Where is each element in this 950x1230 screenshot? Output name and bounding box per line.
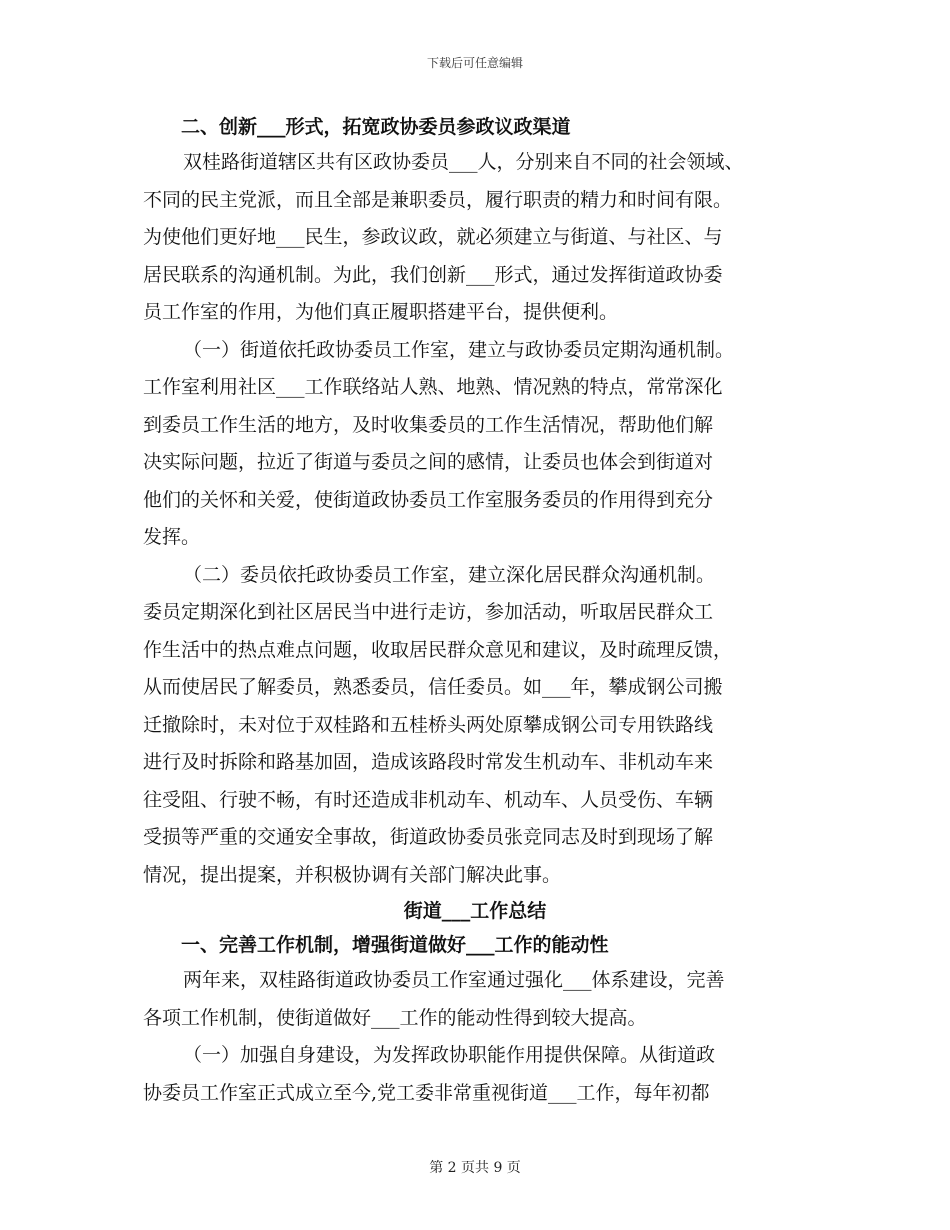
text-line: 发挥。 xyxy=(143,526,201,548)
text-line: 双桂路街道辖区共有区政协委员___人，分别来自不同的社会领域、 xyxy=(183,151,744,173)
text-line: 受损等严重的交通安全事故，街道政协委员张竞同志及时到现场了解 xyxy=(143,826,714,848)
text-line: 情况，提出提案，并积极协调有关部门解决此事。 xyxy=(143,863,562,886)
paragraph-intro xyxy=(143,144,807,332)
page-header: 下载后可任意编辑 xyxy=(426,56,523,70)
text-line: 到委员工作生活的地方，及时收集委员的工作生活情况，帮助他们解 xyxy=(143,413,714,436)
text-line: 两年来，双桂路街道政协委员工作室通过强化___体系建设，完善 xyxy=(183,969,725,991)
text-line: 委员定期深化到社区居民当中进行走访，参加活动，听取居民群众工 xyxy=(143,601,714,623)
text-line: （一）街道依托政协委员工作室，建立与政协委员定期沟通机制。 xyxy=(183,338,735,361)
paragraph-item-1 xyxy=(143,332,807,557)
document-title: 街道___工作总结 xyxy=(403,900,547,922)
text-line: 作生活中的热点难点问题，收取居民群众意见和建议，及时疏理反馈， xyxy=(143,638,733,661)
page-number: 第 2 页共 9 页 xyxy=(429,1160,521,1176)
text-line: 往受阻、行驶不畅，有时还造成非机动车、机动车、人员受伤、车辆 xyxy=(143,788,714,811)
text-line: 进行及时拆除和路基加固，造成该路段时常发生机动车、非机动车来 xyxy=(143,751,714,773)
paragraph-summary-item-1 xyxy=(143,1037,807,1112)
paragraph-item-2 xyxy=(143,557,807,895)
text-line: 迁撤除时，未对位于双桂路和五桂桥头两处原攀成钢公司专用铁路线 xyxy=(143,713,714,736)
text-line: 各项工作机制，使街道做好___工作的能动性得到较大提高。 xyxy=(143,1006,647,1029)
text-line: 决实际问题，拉近了街道与委员之间的感情，让委员也体会到街道对 xyxy=(143,451,714,473)
text-line: 协委员工作室正式成立至今,党工委非常重视街道___工作，每年初都 xyxy=(143,1081,710,1104)
text-line: （一）加强自身建设，为发挥政协职能作用提供保障。从街道政 xyxy=(183,1044,716,1066)
section-heading-mechanism: 一、完善工作机制，增强街道做好___工作的能动性 xyxy=(181,934,609,956)
text-line: 为使他们更好地___民生，参政议政，就必须建立与街道、与社区、与 xyxy=(143,226,723,248)
text-line: （二）委员依托政协委员工作室，建立深化居民群众沟通机制。 xyxy=(183,563,716,586)
text-line: 他们的关怀和关爱，使街道政协委员工作室服务委员的作用得到充分 xyxy=(143,488,714,511)
text-line: 员工作室的作用，为他们真正履职搭建平台，提供便利。 xyxy=(143,301,619,323)
text-line: 工作室利用社区___工作联络站人熟、地熟、情况熟的特点，常常深化 xyxy=(143,376,723,398)
text-line: 不同的民主党派，而且全部是兼职委员，履行职责的精力和时间有限。 xyxy=(143,188,733,211)
text-line: 居民联系的沟通机制。为此，我们创新___形式，通过发挥街道政协委 xyxy=(143,263,723,286)
document-body xyxy=(143,110,807,1112)
text-line: 从而使居民了解委员，熟悉委员，信任委员。如___年，攀成钢公司搬 xyxy=(143,676,723,698)
section-heading-innovate: 二、创新___形式，拓宽政协委员参政议政渠道 xyxy=(181,116,571,138)
paragraph-summary-intro xyxy=(143,962,807,1037)
